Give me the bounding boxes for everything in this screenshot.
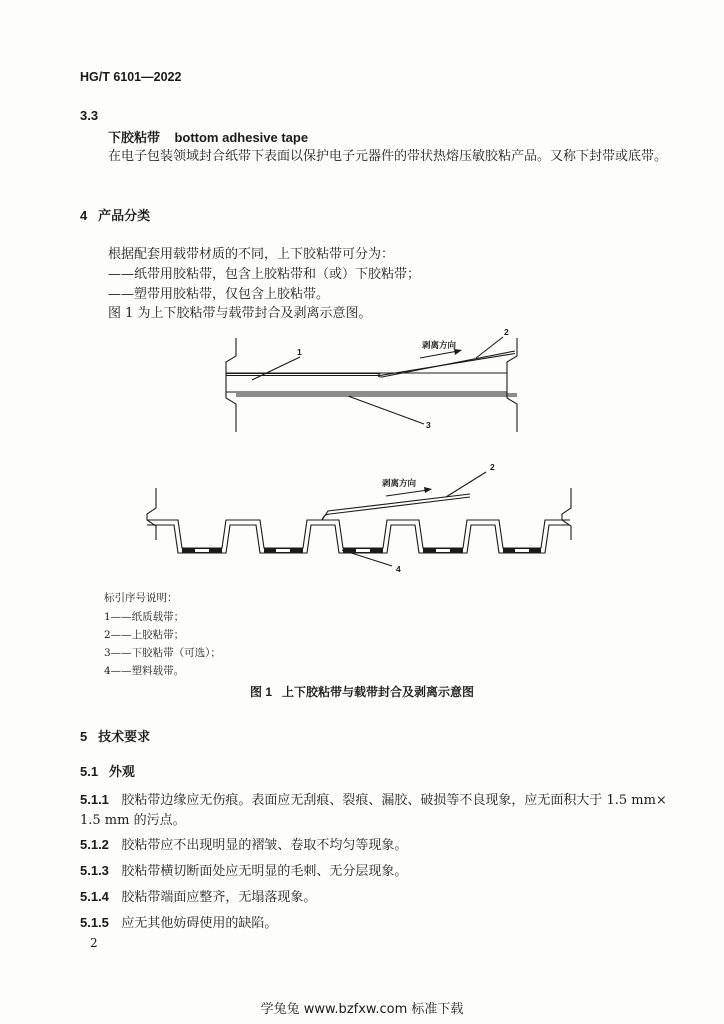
clause-text: 胶粘带端面应整齐，无塌落现象。 xyxy=(121,890,317,905)
footer-watermark: 学兔兔 www.bzfxw.com 标准下载 xyxy=(260,1002,464,1017)
section-4-heading: 4 产品分类 xyxy=(80,208,151,223)
clause-5-1-2 xyxy=(80,834,407,853)
figure-label-4: 4 xyxy=(396,564,401,574)
peel-arrowhead-bottom xyxy=(424,487,432,493)
section-4-line: 图 1 为上下胶粘带与载带封合及剥离示意图。 xyxy=(108,306,372,321)
figure-label-1: 1 xyxy=(297,347,302,357)
leader-line-3 xyxy=(348,396,424,424)
figure-label-2b: 2 xyxy=(490,462,495,472)
doc-code: HG/T 6101—2022 xyxy=(80,70,182,84)
clause-number: 5.1.3 xyxy=(80,863,109,878)
clause-number: 5.1.2 xyxy=(80,837,109,852)
left-break-line-bottom xyxy=(147,488,156,540)
leader-line-2 xyxy=(476,337,503,358)
peel-arrow-top xyxy=(420,351,458,358)
peel-direction-bottom: 剥离方向 xyxy=(382,478,417,488)
clause-5-1-4 xyxy=(80,886,316,905)
legend-item: 2——上胶粘带； xyxy=(104,629,185,641)
cover-tape-peel-upper xyxy=(322,494,470,520)
peel-arrow-bottom xyxy=(386,490,428,496)
legend-title: 标引序号说明： xyxy=(104,592,178,604)
section-5-1-heading: 5.1 外观 xyxy=(80,764,135,779)
section-3-3-term: 下胶粘带 bottom adhesive tape xyxy=(108,130,309,145)
left-break-line xyxy=(226,338,236,432)
section-4-line: 根据配套用载带材质的不同，上下胶粘带可分为： xyxy=(108,247,395,262)
legend-item: 3——下胶粘带（可选）； xyxy=(104,647,221,659)
clause-number: 5.1.1 xyxy=(80,792,109,807)
figure-label-3: 3 xyxy=(426,420,431,430)
leader-line-1 xyxy=(252,357,300,380)
clause-text: 胶粘带边缘应无伤痕。表面应无刮痕、裂痕、漏胶、破损等不良现象，应无面积大于 1.5 mm× xyxy=(121,793,667,808)
section-4-line: ——纸带用胶粘带，包含上胶粘带和（或）下胶粘带； xyxy=(108,267,421,282)
clause-text: 胶粘带横切断面处应无明显的毛刺、无分层现象。 xyxy=(121,864,408,879)
clause-5-1-3 xyxy=(80,860,407,879)
clause-text: 胶粘带应不出现明显的褶皱、卷取不均匀等现象。 xyxy=(121,838,408,853)
section-4-line: ——塑带用胶粘带，仅包含上胶粘带。 xyxy=(108,287,330,302)
section-5-heading: 5 技术要求 xyxy=(80,729,151,744)
right-break-line-bottom xyxy=(562,488,571,540)
page-number: 2 xyxy=(90,936,98,950)
clause-5-1-5 xyxy=(80,912,277,931)
leader-line-2b xyxy=(446,472,486,497)
figure-caption: 图 1 上下胶粘带与载带封合及剥离示意图 xyxy=(249,685,474,699)
section-3-3-definition: 在电子包装领域封合纸带下表面以保护电子元器件的带状热熔压敏胶粘产品。又称下封带或底带。 xyxy=(108,149,668,164)
section-3-3-number: 3.3 xyxy=(80,108,99,123)
peel-direction-top: 剥离方向 xyxy=(422,340,457,350)
clause-number: 5.1.4 xyxy=(80,889,109,904)
clause-5-1-1 xyxy=(80,789,667,808)
clause-number: 5.1.5 xyxy=(80,915,109,930)
cover-tape-peel-lower xyxy=(322,497,470,520)
legend-item: 1——纸质载带； xyxy=(104,611,185,623)
carrier-pocket-outer xyxy=(147,520,570,548)
clause-5-1-1-continued: 1.5 mm 的污点。 xyxy=(80,813,186,828)
figure-label-2: 2 xyxy=(504,327,509,337)
clause-text: 应无其他妨碍使用的缺陷。 xyxy=(121,916,278,931)
legend-item: 4——塑料载带。 xyxy=(104,665,185,677)
